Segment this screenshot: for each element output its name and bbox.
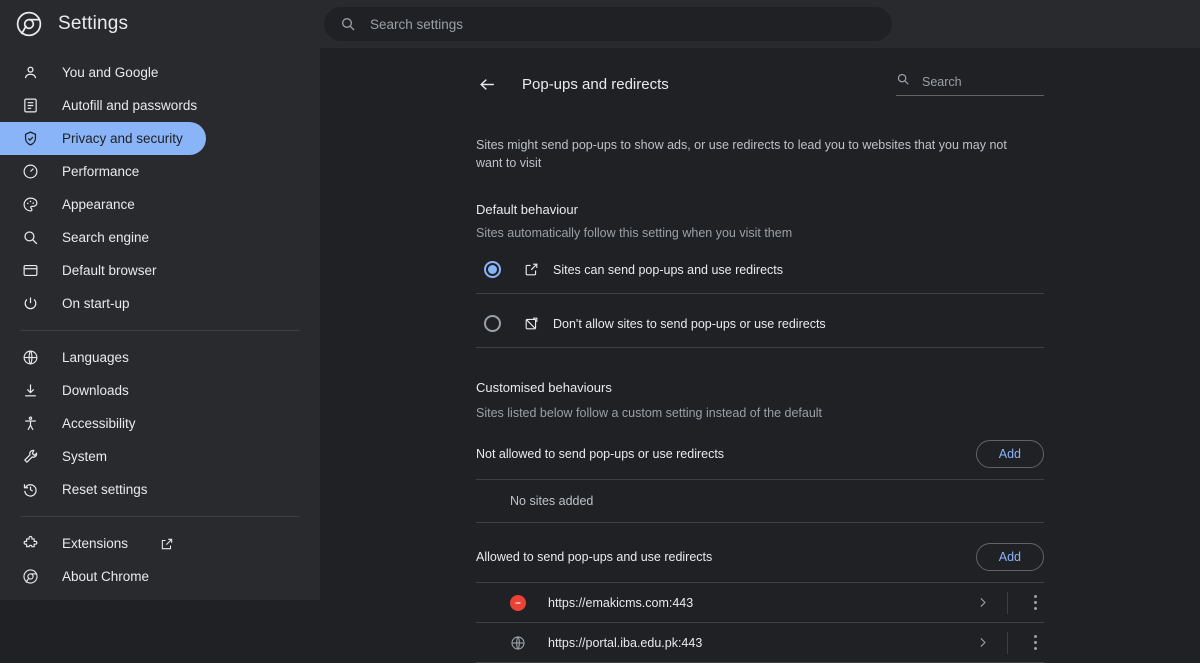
search-icon (896, 72, 910, 91)
power-icon (20, 294, 40, 314)
chevron-right-icon[interactable] (976, 596, 989, 609)
radio-button-unselected[interactable] (484, 315, 501, 332)
sidebar-item-label: Performance (62, 164, 140, 179)
form-autofill-icon (20, 96, 40, 116)
palette-icon (20, 195, 40, 215)
search-icon (340, 16, 356, 32)
sidebar-item-label: Accessibility (62, 416, 136, 431)
sidebar-item-downloads[interactable] (0, 374, 206, 407)
chrome-logo-icon (20, 567, 40, 587)
search-input[interactable] (368, 16, 876, 33)
arrow-back-icon[interactable] (476, 73, 498, 95)
global-search[interactable] (324, 7, 892, 41)
more-options-icon[interactable] (1026, 595, 1044, 610)
subpage-title: Pop-ups and redirects (522, 75, 669, 93)
sidebar-item-label: Autofill and passwords (62, 98, 198, 113)
sidebar-item-privacy-and-security[interactable] (0, 122, 206, 155)
page-title: Settings (58, 13, 129, 34)
table-row[interactable] (476, 623, 1044, 663)
sidebar-item-system[interactable] (0, 440, 206, 473)
main-panel (320, 48, 1200, 650)
sidebar-item-label: On start-up (62, 296, 130, 311)
sidebar-item-label: System (62, 449, 108, 464)
history-restore-icon (20, 480, 40, 500)
customised-behaviours-subtitle: Sites listed below follow a custom setting instead of the default (476, 406, 823, 420)
default-behaviour-subtitle: Sites automatically follow this setting when you visit them (476, 226, 793, 240)
shield-check-icon (20, 129, 40, 149)
more-options-icon[interactable] (1026, 635, 1044, 650)
person-icon (20, 63, 40, 83)
sidebar (0, 48, 320, 600)
sidebar-item-label: Appearance (62, 197, 135, 212)
page-search-input[interactable] (920, 74, 1044, 90)
sidebar-item-label: Extensions (62, 536, 129, 551)
sidebar-item-reset-settings[interactable] (0, 473, 206, 506)
sidebar-item-label: Search engine (62, 230, 150, 245)
sidebar-item-you-and-google[interactable] (0, 56, 206, 89)
site-url: https://portal.iba.edu.pk:443 (548, 635, 703, 650)
extension-icon (20, 534, 40, 554)
sidebar-item-languages[interactable] (0, 341, 206, 374)
table-row[interactable] (476, 583, 1044, 623)
sidebar-item-search-engine[interactable] (0, 221, 206, 254)
speedometer-icon (20, 162, 40, 182)
browser-window-icon (20, 261, 40, 281)
sidebar-divider (20, 516, 300, 517)
chrome-logo-icon (16, 11, 42, 37)
row-divider (1007, 592, 1008, 614)
chevron-right-icon[interactable] (976, 636, 989, 649)
sidebar-item-on-start-up[interactable] (0, 287, 206, 320)
add-allowed-site-button[interactable]: Add (976, 543, 1044, 571)
sidebar-item-label: Downloads (62, 383, 129, 398)
blocked-group-label: Not allowed to send pop-ups or use redirects (476, 446, 725, 461)
popup-allowed-icon (524, 262, 539, 277)
wrench-icon (20, 447, 40, 467)
brand-area (0, 11, 320, 37)
site-url: https://emakicms.com:443 (548, 595, 694, 610)
sidebar-item-autofill-and-passwords[interactable] (0, 89, 206, 122)
sidebar-item-accessibility[interactable] (0, 407, 206, 440)
blocked-group-empty-state: No sites added (476, 480, 1044, 523)
sidebar-item-extensions[interactable] (0, 527, 206, 560)
page-search[interactable] (896, 72, 1044, 96)
default-behaviour-title: Default behaviour (476, 202, 578, 217)
radio-button-selected[interactable] (484, 261, 501, 278)
open-in-new-icon[interactable] (160, 537, 174, 551)
popup-blocked-icon (524, 316, 539, 331)
sidebar-item-label: You and Google (62, 65, 159, 80)
download-icon (20, 381, 40, 401)
red-circle-favicon (510, 595, 526, 611)
radio-option-block-popups[interactable] (476, 300, 1044, 348)
allowed-group-header (476, 531, 1044, 583)
globe-favicon (510, 635, 526, 651)
customised-behaviours-title: Customised behaviours (476, 380, 612, 395)
sidebar-item-label: Reset settings (62, 482, 148, 497)
accessibility-icon (20, 414, 40, 434)
blocked-group-header (476, 428, 1044, 480)
sidebar-item-label: Privacy and security (62, 131, 183, 146)
sidebar-item-appearance[interactable] (0, 188, 206, 221)
subpage-header (476, 62, 1044, 106)
sidebar-item-default-browser[interactable] (0, 254, 206, 287)
radio-label: Sites can send pop-ups and use redirects (553, 262, 783, 277)
page-description: Sites might send pop-ups to show ads, or use redirects to lead you to websites that you may not want to visit (476, 138, 1007, 170)
sidebar-divider (20, 330, 300, 331)
radio-option-allow-popups[interactable] (476, 246, 1044, 294)
top-bar (0, 0, 1200, 48)
magnifier-icon (20, 228, 40, 248)
add-blocked-site-button[interactable]: Add (976, 440, 1044, 468)
sidebar-item-label: Default browser (62, 263, 157, 278)
allowed-group-label: Allowed to send pop-ups and use redirects (476, 549, 713, 564)
row-divider (1007, 632, 1008, 654)
sidebar-item-label: About Chrome (62, 569, 150, 584)
globe-icon (20, 348, 40, 368)
sidebar-item-performance[interactable] (0, 155, 206, 188)
sidebar-item-about-chrome[interactable] (0, 560, 206, 593)
sidebar-item-label: Languages (62, 350, 129, 365)
radio-label: Don't allow sites to send pop-ups or use redirects (553, 316, 826, 331)
